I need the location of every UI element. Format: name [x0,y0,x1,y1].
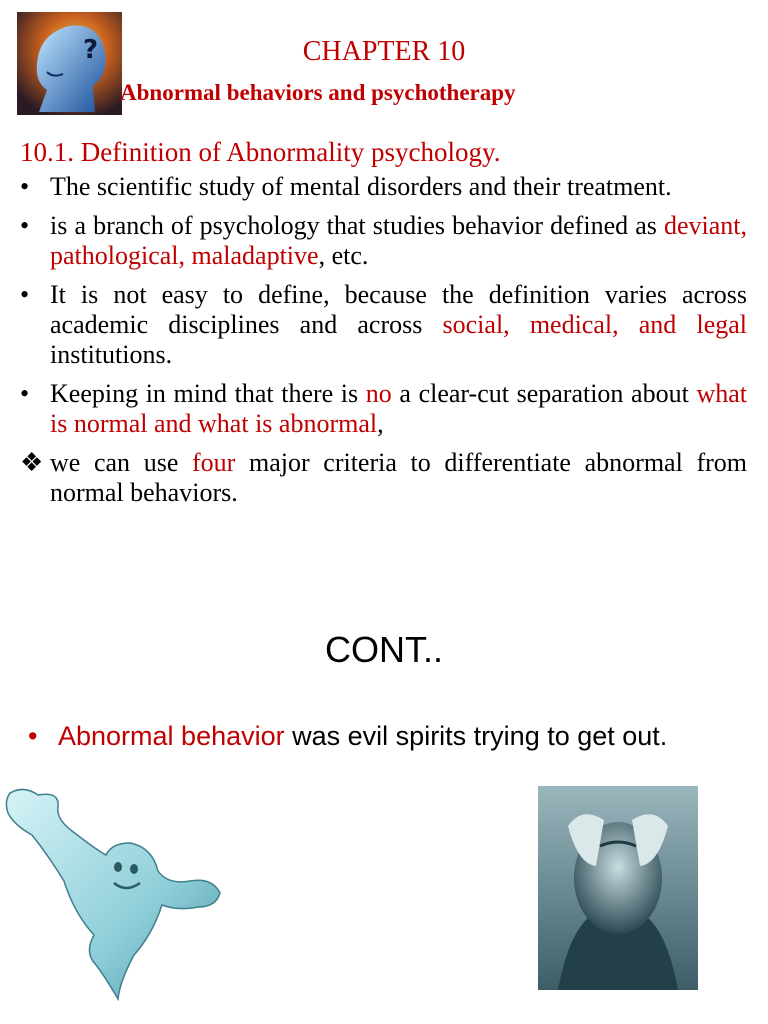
bullet-text: a clear-cut separation about [391,379,697,408]
bullet-marker: • [20,379,30,408]
bullet-text: , etc. [318,241,369,270]
ghost-figure-icon [2,785,224,1001]
highlight-text: social, medical, and legal [442,310,747,339]
bullet-text: institutions. [50,340,173,369]
list-item [20,379,747,439]
slide-cont [0,560,768,1024]
bullet-text: It is not easy to define, because the definition varies across academic disciplines and across [50,280,747,339]
highlight-text: no [365,379,392,408]
list-item [20,211,747,271]
person-holding-head-icon [538,786,698,990]
list-item [28,716,728,756]
highlight-text: four [192,448,236,477]
bullet-text: was evil spirits trying to get out. [284,721,668,751]
bullet-marker: • [28,721,38,751]
bullet-text: is a branch of psychology that studies behavior defined as [50,211,664,240]
bullet-text: Keeping in mind that there is [50,379,366,408]
highlight-text: what is normal and what is abnormal [50,379,747,438]
svg-text:?: ? [83,35,99,65]
definition-bullet-list [20,172,747,517]
bullet-text: The scientific study of mental disorders and their treatment. [50,172,672,201]
bullet-text: we can use [50,448,193,477]
bullet-text: major criteria to differentiate abnormal from normal behaviors. [50,448,748,507]
bullet-marker: • [20,280,30,309]
chapter-title: CHAPTER 10 [302,36,466,67]
list-item [20,172,747,202]
bullet-text: , [377,409,384,438]
slide-title: CONT.. [324,629,443,670]
list-item [20,280,747,370]
section-heading: 10.1. Definition of Abnormality psychology. [20,137,501,167]
chapter-subtitle: Abnormal behaviors and psychotherapy [120,80,516,105]
highlight-text: deviant, pathological, maladaptive [50,211,747,270]
highlight-text: Abnormal behavior [58,721,285,751]
diamond-bullet-icon: ❖ [20,448,44,477]
bullet-marker: • [20,211,30,240]
bullet-marker: • [20,172,30,201]
list-item [20,448,747,508]
